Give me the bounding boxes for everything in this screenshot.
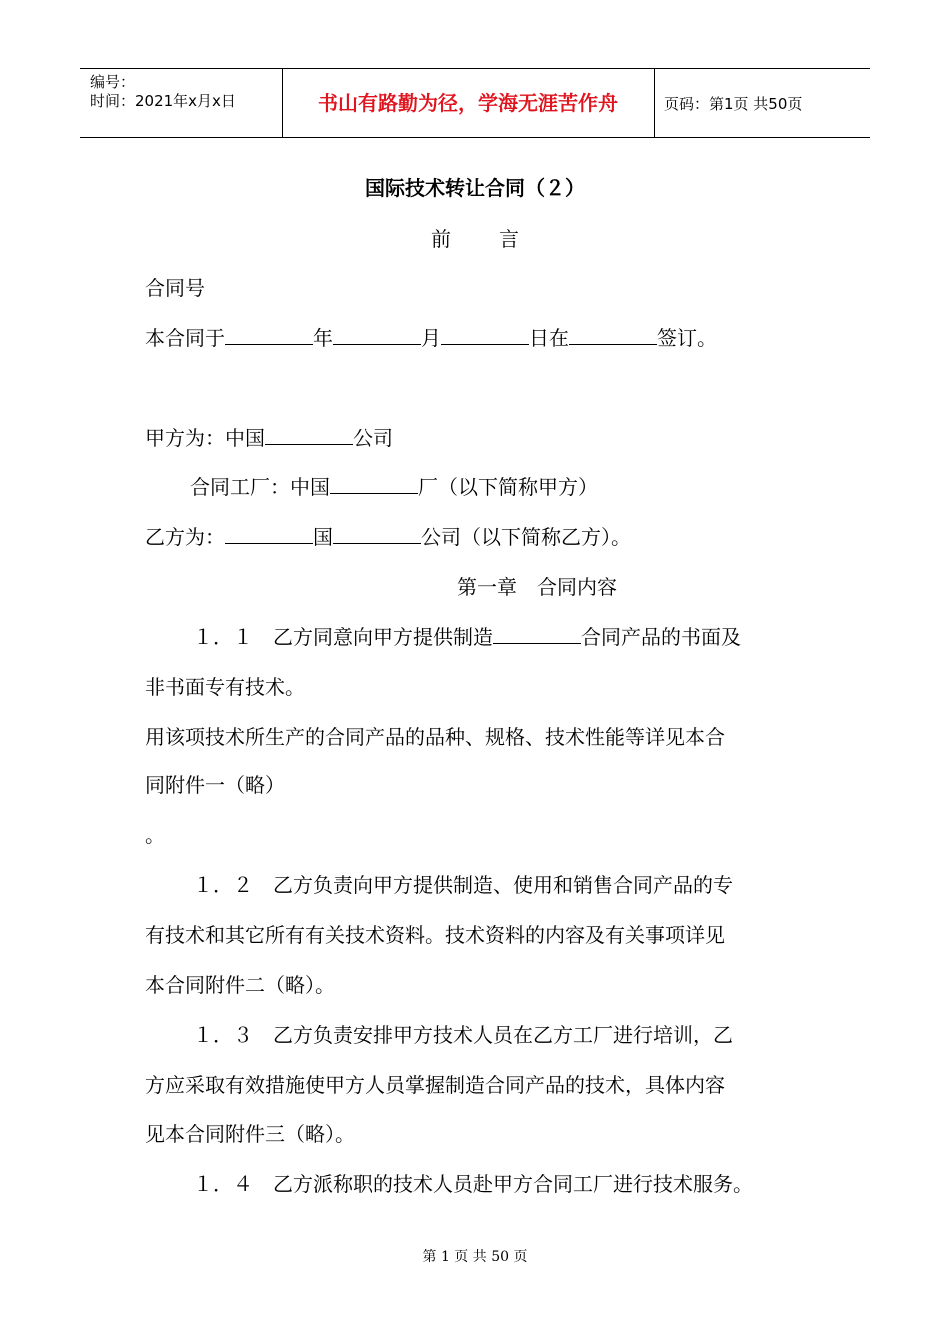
clause-1-1-text-2: 合同产品的书面及 <box>581 625 741 649</box>
clause-1-3-line-3: 见本合同附件三（略）。 <box>145 1122 355 1146</box>
signing-line <box>145 322 717 351</box>
factory-line <box>190 471 598 500</box>
factory-text-2: 厂（以下简称甲方） <box>418 475 598 499</box>
clause-1-1-text-1: １．１ 乙方同意向甲方提供制造 <box>193 625 493 649</box>
clause-1-2-line-1: １．２ 乙方负责向甲方提供制造、使用和销售合同产品的专 <box>193 873 733 897</box>
header-motto: 书山有路勤为径，学海无涯苦作舟 <box>282 69 655 137</box>
chapter-heading: 第一章 合同内容 <box>457 575 617 599</box>
preface-heading <box>0 223 950 252</box>
year-blank <box>225 326 313 345</box>
party-b-text-1: 乙方为： <box>145 525 225 549</box>
factory-blank <box>330 475 418 494</box>
preface-char-2: 言 <box>499 227 519 251</box>
factory-text-1: 合同工厂：中国 <box>190 475 330 499</box>
party-a-text-1: 甲方为：中国 <box>145 426 265 450</box>
header-page-info: 页码：第1页 共50页 <box>664 95 803 113</box>
clause-1-1-line-1 <box>193 621 741 650</box>
page-footer: 第 1 页 共 50 页 <box>422 1249 528 1265</box>
document-number-label: 编号： <box>90 73 136 91</box>
page-header <box>80 68 870 138</box>
clause-1-4-line-1: １．４ 乙方派称职的技术人员赴甲方合同工厂进行技术服务。 <box>193 1172 753 1196</box>
clause-1-1-line-3: 用该项技术所生产的合同产品的品种、规格、技术性能等详见本合 <box>145 725 725 749</box>
party-b-company-blank <box>333 525 421 544</box>
clause-1-1-line-2: 非书面专有技术。 <box>145 675 305 699</box>
party-b-text-3: 公司（以下简称乙方）。 <box>421 525 631 549</box>
party-a-text-2: 公司 <box>353 426 393 450</box>
place-blank <box>569 326 657 345</box>
document-title: 国际技术转让合同（２） <box>365 176 585 200</box>
signing-text-2: 年 <box>313 326 333 350</box>
party-b-line <box>145 521 631 550</box>
day-blank <box>441 326 529 345</box>
header-meta <box>80 69 283 137</box>
signing-text-4: 日在 <box>529 326 569 350</box>
clause-1-3-line-2: 方应采取有效措施使甲方人员掌握制造合同产品的技术，具体内容 <box>145 1073 725 1097</box>
signing-text-3: 月 <box>421 326 441 350</box>
clause-1-3-line-1: １．３ 乙方负责安排甲方技术人员在乙方工厂进行培训，乙 <box>193 1023 733 1047</box>
document-time: 时间：2021年x月x日 <box>90 92 236 110</box>
clause-1-1-line-4: 同附件一（略） <box>145 773 285 797</box>
signing-text-1: 本合同于 <box>145 326 225 350</box>
party-a-line <box>145 422 393 451</box>
product-blank <box>493 625 581 644</box>
contract-number: 合同号 <box>145 276 205 300</box>
preface-char-1: 前 <box>431 227 451 251</box>
clause-1-1-line-5: 。 <box>145 823 165 847</box>
party-b-text-2: 国 <box>313 525 333 549</box>
party-a-blank <box>265 426 353 445</box>
signing-text-5: 签订。 <box>657 326 717 350</box>
month-blank <box>333 326 421 345</box>
clause-1-2-line-3: 本合同附件二（略）。 <box>145 973 335 997</box>
clause-1-2-line-2: 有技术和其它所有有关技术资料。技术资料的内容及有关事项详见 <box>145 923 725 947</box>
party-b-country-blank <box>225 525 313 544</box>
